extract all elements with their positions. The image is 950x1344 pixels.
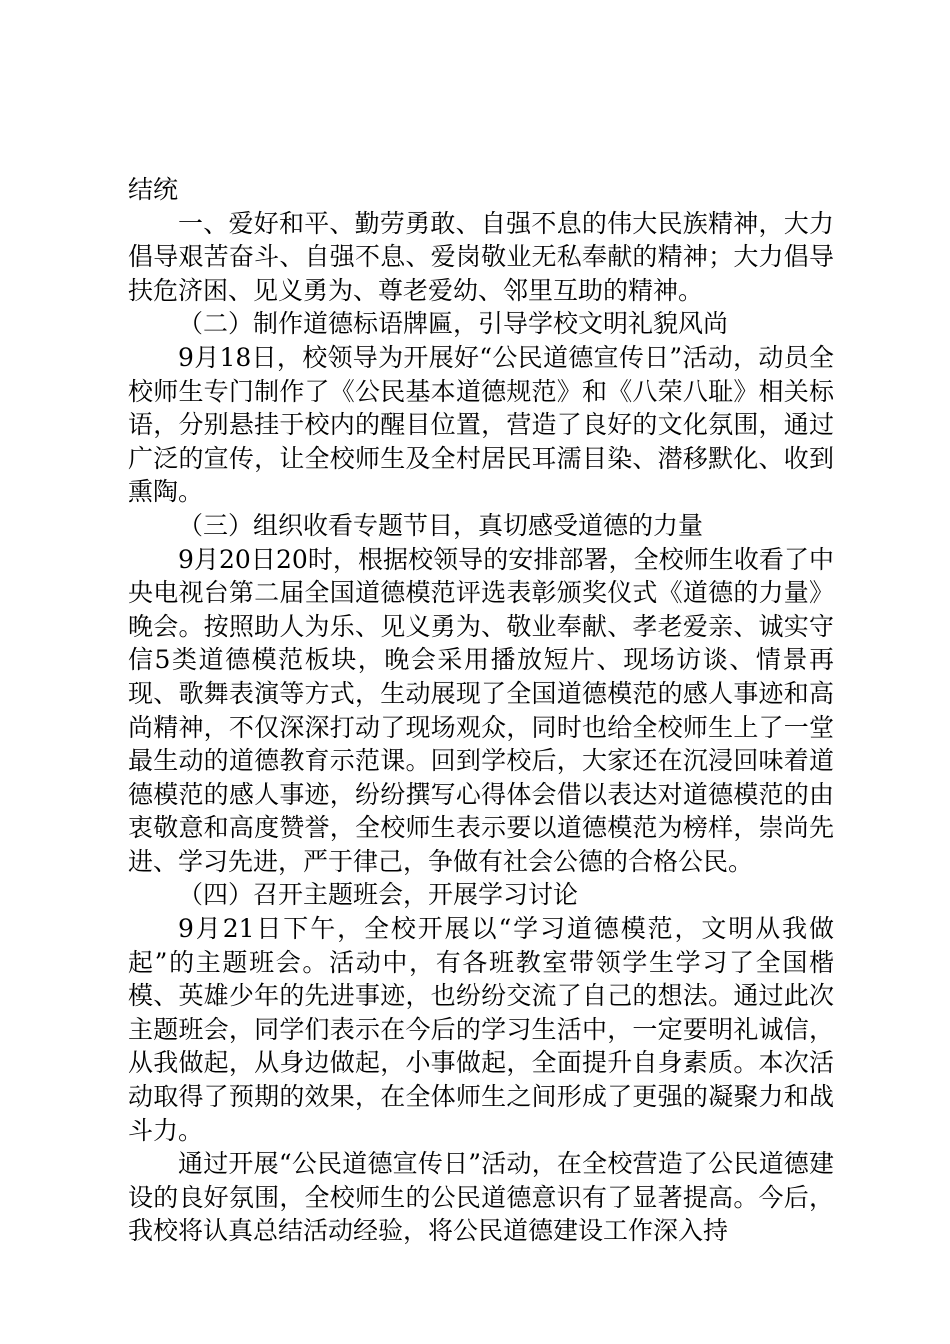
body-paragraph: 9月20日20时，根据校领导的安排部署，全校师生收看了中央电视台第二届全国道德模范评选表彰颁奖仪式《道德的力量》晚会。按照助人为乐、见义勇为、敬业奉献、孝老爱亲、诚实守信5类道德模范板块，晚会采用播放短片、现场访谈、情景再现、歌舞表演等方式，生动展现了全国道德模范的感人事迹和高尚精神，不仅深深打动了现场观众，同时也给全校师生上了一堂最生动的道德教育示范课。回到学校后，大家还在沉浸回味着道德模范的感人事迹，纷纷撰写心得体会借以表达对道德模范的由衷敬意和高度赞誉，全校师生表示要以道德模范为榜样，崇尚先进、学习先进，严于律己，争做有社会公德的合格公民。 bbox=[128, 544, 834, 876]
section-heading: （三）组织收看专题节目，真切感受道德的力量 bbox=[178, 510, 704, 540]
body-paragraph: 9月21日下午，全校开展以“学习道德模范，文明从我做起”的主题班会。活动中，有各班教室带领学生学习了全国楷模、英雄少年的先进事迹，也纷纷交流了自己的想法。通过此次主题班会，同学们表示在今后的学习生活中，一定要明礼诚信，从我做起，从身边做起，小事做起，全面提升自身素质。本次活动取得了预期的效果，在全体师生之间形成了更强的凝聚力和战斗力。 bbox=[128, 914, 834, 1145]
section-heading: （四）召开主题班会，开展学习讨论 bbox=[178, 880, 579, 910]
body-paragraph: 通过开展“公民道德宣传日”活动，在全校营造了公民道德建设的良好氛围，全校师生的公民道德意识有了显著提高。今后，我校将认真总结活动经验，将公民道德建设工作深入持 bbox=[128, 1149, 834, 1246]
body-paragraph: 9月18日，校领导为开展好“公民道德宣传日”活动，动员全校师生专门制作了《公民基本道德规范》和《八荣八耻》相关标语，分别悬挂于校内的醒目位置，营造了良好的文化氛围，通过广泛的宣传，让全校师生及全村居民耳濡目染、潜移默化、收到熏陶。 bbox=[128, 342, 834, 507]
body-paragraph: 一、爱好和平、勤劳勇敢、自强不息的伟大民族精神，大力倡导艰苦奋斗、自强不息、爱岗敬业无私奉献的精神；大力倡导扶危济困、见义勇为、尊老爱幼、邻里互助的精神。 bbox=[128, 208, 834, 305]
continuation-text: 结统 bbox=[128, 175, 179, 204]
document-page bbox=[128, 173, 834, 1248]
section-heading: （二）制作道德标语牌匾，引导学校文明礼貌风尚 bbox=[178, 309, 729, 339]
